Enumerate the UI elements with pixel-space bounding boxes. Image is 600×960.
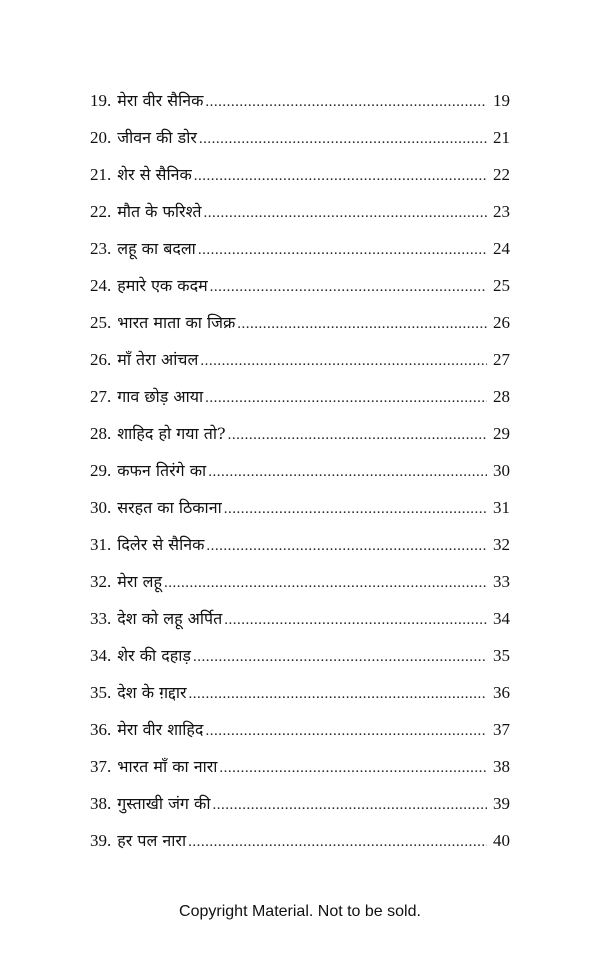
- toc-dot-leader: [198, 237, 487, 263]
- toc-entry: [90, 125, 510, 162]
- toc-entry-number: 25.: [90, 313, 112, 332]
- toc-entry-title: मेरा लहू: [117, 572, 162, 591]
- table-of-contents: [90, 88, 510, 865]
- toc-entry-page: 39: [493, 794, 510, 813]
- toc-entry: [90, 236, 510, 273]
- toc-entry-page: 36: [493, 683, 510, 702]
- toc-entry-page: 33: [493, 572, 510, 591]
- toc-dot-leader: [224, 607, 487, 633]
- toc-entry-title: सरहत का ठिकाना: [117, 498, 222, 517]
- toc-entry-number: 33.: [90, 609, 112, 628]
- toc-dot-leader: [194, 163, 487, 189]
- toc-entry: [90, 791, 510, 828]
- toc-entry-number: 35.: [90, 683, 112, 702]
- toc-entry-title: गुस्ताखी जंग की: [117, 794, 211, 813]
- toc-entry-page: 29: [493, 424, 510, 443]
- toc-entry-number: 26.: [90, 350, 112, 369]
- toc-dot-leader: [219, 755, 487, 781]
- toc-entry-title: माँ तेरा आंचल: [117, 350, 199, 369]
- copyright-footer: Copyright Material. Not to be sold.: [179, 903, 421, 920]
- toc-entry-page: 26: [493, 313, 510, 332]
- toc-entry-title: मेरा वीर शाहिद: [117, 720, 204, 739]
- toc-entry-number: 28.: [90, 424, 112, 443]
- toc-entry-page: 28: [493, 387, 510, 406]
- toc-entry: [90, 88, 510, 125]
- toc-entry-number: 37.: [90, 757, 112, 776]
- toc-dot-leader: [189, 681, 487, 707]
- toc-dot-leader: [188, 829, 487, 855]
- toc-dot-leader: [164, 570, 487, 596]
- toc-entry-page: 19: [493, 91, 510, 110]
- toc-entry-title: लहू का बदला: [117, 239, 196, 258]
- toc-dot-leader: [208, 459, 487, 485]
- toc-entry-page: 38: [493, 757, 510, 776]
- toc-entry: [90, 754, 510, 791]
- toc-entry-page: 21: [493, 128, 510, 147]
- toc-entry-title: दिलेर से सैनिक: [117, 535, 205, 554]
- toc-entry: [90, 421, 510, 458]
- toc-entry-number: 19.: [90, 91, 112, 110]
- toc-entry-page: 27: [493, 350, 510, 369]
- toc-entry-number: 30.: [90, 498, 112, 517]
- toc-dot-leader: [224, 496, 487, 522]
- toc-dot-leader: [205, 718, 487, 744]
- toc-entry: [90, 162, 510, 199]
- toc-entry: [90, 643, 510, 680]
- toc-entry-number: 21.: [90, 165, 112, 184]
- toc-entry: [90, 310, 510, 347]
- toc-entry-page: 37: [493, 720, 510, 739]
- toc-entry-title: जीवन की डोर: [117, 128, 197, 147]
- toc-entry-page: 30: [493, 461, 510, 480]
- toc-entry-title: हमारे एक कदम: [117, 276, 208, 295]
- toc-entry: [90, 458, 510, 495]
- toc-entry-title: शेर की दहाड़: [117, 646, 191, 665]
- toc-entry-number: 27.: [90, 387, 112, 406]
- toc-dot-leader: [200, 348, 487, 374]
- toc-entry: [90, 532, 510, 569]
- toc-dot-leader: [199, 126, 487, 152]
- toc-dot-leader: [210, 274, 487, 300]
- toc-entry-title: देश के ग़द्दार: [117, 683, 187, 702]
- toc-dot-leader: [212, 792, 487, 818]
- toc-entry: [90, 384, 510, 421]
- toc-dot-leader: [205, 89, 487, 115]
- toc-entry-page: 35: [493, 646, 510, 665]
- toc-entry-title: मौत के फरिश्ते: [117, 202, 202, 221]
- toc-entry: [90, 717, 510, 754]
- toc-entry-number: 24.: [90, 276, 112, 295]
- toc-entry-number: 32.: [90, 572, 112, 591]
- toc-entry-title: हर पल नारा: [117, 831, 187, 850]
- toc-dot-leader: [205, 385, 487, 411]
- toc-entry-page: 25: [493, 276, 510, 295]
- toc-entry-title: गाव छोड़ आया: [117, 387, 204, 406]
- toc-entry-number: 23.: [90, 239, 112, 258]
- toc-entry: [90, 495, 510, 532]
- toc-entry: [90, 569, 510, 606]
- toc-entry-number: 34.: [90, 646, 112, 665]
- toc-entry: [90, 606, 510, 643]
- toc-entry-number: 36.: [90, 720, 112, 739]
- toc-entry-number: 31.: [90, 535, 112, 554]
- toc-entry-page: 24: [493, 239, 510, 258]
- toc-entry-title: देश को लहू अर्पित: [117, 609, 223, 628]
- toc-entry-page: 32: [493, 535, 510, 554]
- toc-entry-title: कफन तिरंगे का: [117, 461, 207, 480]
- toc-entry: [90, 680, 510, 717]
- toc-entry-page: 22: [493, 165, 510, 184]
- toc-entry: [90, 199, 510, 236]
- toc-entry-title: भारत माँ का नारा: [117, 757, 218, 776]
- toc-entry-number: 29.: [90, 461, 112, 480]
- toc-dot-leader: [228, 422, 487, 448]
- toc-entry-number: 20.: [90, 128, 112, 147]
- toc-entry: [90, 273, 510, 310]
- toc-entry-page: 23: [493, 202, 510, 221]
- toc-entry: [90, 347, 510, 384]
- toc-dot-leader: [237, 311, 487, 337]
- toc-dot-leader: [204, 200, 488, 226]
- toc-entry-title: शाहिद हो गया तो?: [117, 424, 226, 443]
- toc-entry-number: 22.: [90, 202, 112, 221]
- toc-dot-leader: [193, 644, 487, 670]
- toc-entry-title: शेर से सैनिक: [117, 165, 192, 184]
- toc-dot-leader: [206, 533, 487, 559]
- toc-entry-page: 40: [493, 831, 510, 850]
- toc-entry-title: मेरा वीर सैनिक: [117, 91, 204, 110]
- toc-entry-title: भारत माता का जिक्र: [117, 313, 236, 332]
- toc-entry-page: 34: [493, 609, 510, 628]
- toc-entry-number: 39.: [90, 831, 112, 850]
- toc-entry-number: 38.: [90, 794, 112, 813]
- toc-entry: [90, 828, 510, 865]
- toc-entry-page: 31: [493, 498, 510, 517]
